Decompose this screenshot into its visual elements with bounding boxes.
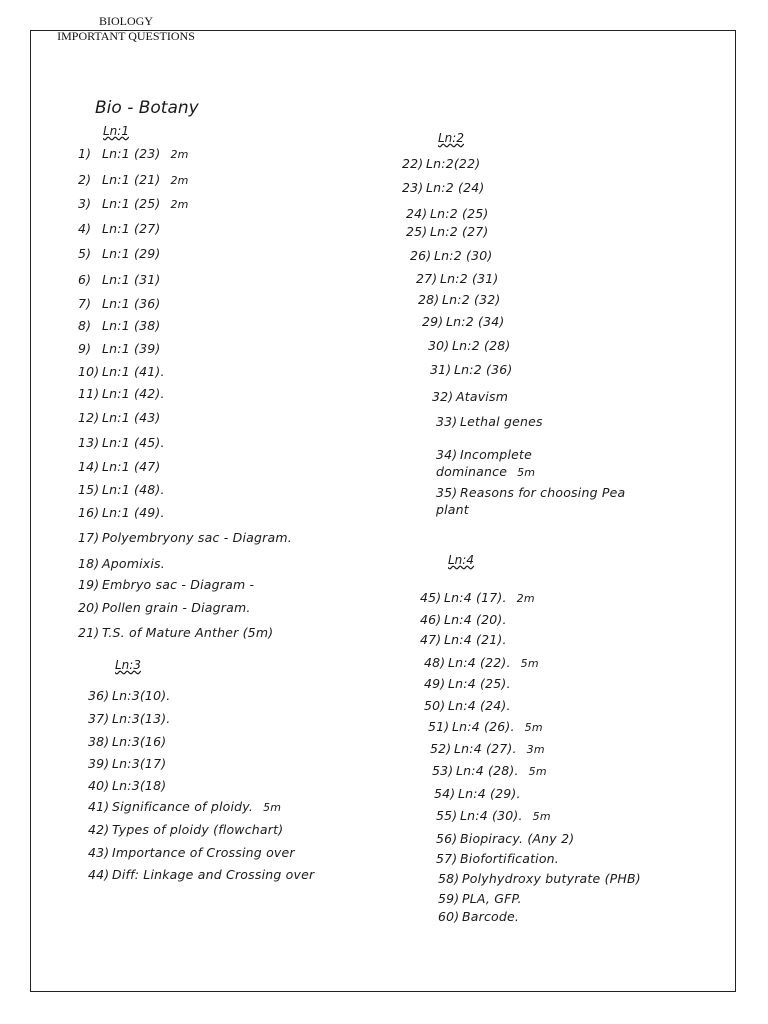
question-item [78,482,165,497]
question-number: 49) [424,676,446,691]
question-text: Ln:2 (30) [434,248,493,263]
question-number: 38) [88,734,110,749]
question-number: 33) [436,414,458,429]
question-number: 10) [78,364,100,379]
question-mark: 5m [517,466,536,479]
question-item [78,386,165,401]
lesson-heading-1: Ln:1 [103,124,129,138]
lesson-heading-2: Ln:2 [438,131,464,145]
question-number: 19) [78,577,100,592]
section-title: Bio - Botany [95,98,199,118]
question-text: Ln:4 (30). [460,808,523,823]
question-number: 60) [438,909,460,924]
question-text: Barcode. [462,909,520,924]
question-number: 47) [420,632,442,647]
question-item [424,676,511,691]
question-text: Ln:2 (31) [440,271,499,286]
question-text: Ln:1 (49). [102,505,165,520]
question-text: Ln:3(10). [112,688,171,703]
question-item [436,808,551,823]
question-number: 23) [402,180,424,195]
question-text: Ln:1 (39) [102,341,161,356]
question-text: PLA, GFP. [462,891,522,906]
question-number: 14) [78,459,100,474]
question-text: Ln:2 (36) [454,362,513,377]
question-text: Biofortification. [460,851,559,866]
question-text: Importance of Crossing over [112,845,295,860]
question-item [78,505,165,520]
question-text: Ln:1 (29) [102,246,161,261]
question-number: 31) [430,362,452,377]
question-item [420,632,507,647]
question-number: 48) [424,655,446,670]
question-item [88,799,281,814]
question-number: 56) [436,831,458,846]
question-number: 25) [406,224,428,239]
question-item [420,612,507,627]
question-text: Ln:2 (25) [430,206,489,221]
question-text: Ln:1 (47) [102,459,161,474]
question-number: 6) [78,272,92,287]
question-item [434,786,521,801]
question-item [428,338,510,353]
question-text: Ln:1 (42). [102,386,165,401]
question-text: Ln:2(22) [426,156,481,171]
question-text: Ln:4 (24). [448,698,511,713]
question-number: 16) [78,505,100,520]
question-number: 17) [78,530,100,545]
question-item [78,341,160,356]
question-item [416,271,498,286]
question-item [78,577,254,592]
question-text: Pollen grain - Diagram. [102,600,251,615]
question-item [88,822,283,837]
question-text: Significance of ploidy. [112,799,254,814]
header-title: IMPORTANT QUESTIONS [57,29,195,43]
question-item [78,296,160,311]
question-number: 29) [422,314,444,329]
question-mark: 5m [524,721,543,734]
question-text: Ln:4 (26). [452,719,515,734]
question-item [424,698,511,713]
question-item [402,156,480,171]
question-text: Ln:1 (45). [102,435,165,450]
question-number: 20) [78,600,100,615]
question-number: 9) [78,341,92,356]
question-text: Reasons for choosing Pea plant [436,485,626,517]
question-text: Ln:4 (25). [448,676,511,691]
question-item [402,180,484,195]
question-item [88,778,166,793]
question-number: 39) [88,756,110,771]
question-item [78,459,160,474]
question-item [78,196,189,211]
question-item [432,389,508,404]
question-item [430,362,512,377]
question-item [436,831,574,846]
question-item [78,146,189,161]
question-number: 22) [402,156,424,171]
question-number: 2) [78,172,92,187]
question-text: Ln:1 (31) [102,272,161,287]
question-item [88,734,166,749]
question-item [438,871,641,886]
question-item [88,756,166,771]
question-text: Ln:1 (27) [102,221,161,236]
question-number: 59) [438,891,460,906]
question-number: 46) [420,612,442,627]
question-mark: 3m [526,743,545,756]
question-number: 30) [428,338,450,353]
question-text: Ln:3(18) [112,778,167,793]
question-mark: 5m [532,810,551,823]
question-number: 35) [436,485,458,500]
question-text: Ln:4 (29). [458,786,521,801]
question-item [78,364,165,379]
question-text: Types of ploidy (flowchart) [112,822,284,837]
question-number: 45) [420,590,442,605]
question-number: 3) [78,196,92,211]
question-item [438,891,522,906]
question-number: 24) [406,206,428,221]
question-text: T.S. of Mature Anther (5m) [102,625,274,640]
question-mark: 2m [516,592,535,605]
question-text: Biopiracy. (Any 2) [460,831,575,846]
question-text: Ln:3(16) [112,734,167,749]
question-item [88,845,295,860]
question-item [438,909,519,924]
question-item [78,556,165,571]
question-number: 15) [78,482,100,497]
question-text: Ln:3(17) [112,756,167,771]
question-number: 18) [78,556,100,571]
question-item [78,172,189,187]
question-text: Ln:1 (38) [102,318,161,333]
question-text: Polyhydroxy butyrate (PHB) [462,871,641,886]
question-number: 43) [88,845,110,860]
question-text: Ln:2 (27) [430,224,489,239]
question-number: 40) [88,778,110,793]
question-number: 11) [78,386,100,401]
question-number: 53) [432,763,454,778]
question-item [78,318,160,333]
question-mark: 2m [170,198,189,211]
question-item [78,530,292,545]
question-number: 41) [88,799,110,814]
question-number: 26) [410,248,432,263]
question-text: Ln:1 (41). [102,364,165,379]
document-header [36,14,216,44]
question-number: 1) [78,146,92,161]
question-number: 7) [78,296,92,311]
question-text: Lethal genes [460,414,543,429]
question-number: 44) [88,867,110,882]
question-number: 50) [424,698,446,713]
question-text: Ln:4 (28). [456,763,519,778]
question-number: 28) [418,292,440,307]
lesson-heading-3: Ln:3 [115,658,141,672]
question-number: 32) [432,389,454,404]
question-item [436,851,559,866]
question-number: 21) [78,625,100,640]
question-item [436,446,626,481]
question-number: 8) [78,318,92,333]
question-text: Incomplete dominance [436,447,532,479]
question-item [88,688,170,703]
question-item [88,867,314,882]
question-item [78,410,160,425]
question-text: Diff: Linkage and Crossing over [112,867,315,882]
question-item [424,655,539,670]
question-text: Ln:4 (22). [448,655,511,670]
question-mark: 2m [170,148,189,161]
question-item [420,590,535,605]
question-number: 34) [436,447,458,462]
question-text: Ln:4 (17). [444,590,507,605]
question-item [418,292,500,307]
question-text: Ln:3(13). [112,711,171,726]
question-item [88,711,170,726]
lesson-heading-4: Ln:4 [448,553,474,567]
question-item [410,248,492,263]
question-item [78,272,160,287]
question-item [436,414,543,429]
question-number: 54) [434,786,456,801]
question-text: Ln:2 (28) [452,338,511,353]
question-number: 4) [78,221,92,236]
question-number: 42) [88,822,110,837]
question-text: Atavism [456,389,509,404]
question-text: Ln:4 (27). [454,741,517,756]
question-text: Embryo sac - Diagram - [102,577,255,592]
question-number: 57) [436,851,458,866]
question-item [432,763,547,778]
question-item [78,600,251,615]
question-text: Ln:2 (24) [426,180,485,195]
question-mark: 5m [528,765,547,778]
question-number: 51) [428,719,450,734]
question-item [78,246,160,261]
question-number: 55) [436,808,458,823]
question-item [422,314,504,329]
question-text: Ln:4 (21). [444,632,507,647]
question-text: Ln:1 (36) [102,296,161,311]
question-text: Ln:1 (25) [102,196,161,211]
question-item [428,719,543,734]
question-text: Ln:1 (23) [102,146,161,161]
question-text: Ln:4 (20). [444,612,507,627]
question-text: Ln:2 (32) [442,292,501,307]
question-number: 37) [88,711,110,726]
question-mark: 5m [520,657,539,670]
question-mark: 5m [263,801,282,814]
question-item [78,625,273,640]
question-number: 5) [78,246,92,261]
question-number: 13) [78,435,100,450]
question-item [406,206,488,221]
question-number: 36) [88,688,110,703]
question-text: Ln:1 (21) [102,172,161,187]
question-text: Ln:1 (48). [102,482,165,497]
question-number: 58) [438,871,460,886]
question-text: Apomixis. [102,556,165,571]
question-text: Ln:2 (34) [446,314,505,329]
header-subject: BIOLOGY [99,14,153,28]
question-number: 12) [78,410,100,425]
question-item [78,435,165,450]
question-number: 52) [430,741,452,756]
question-number: 27) [416,271,438,286]
question-text: Polyembryony sac - Diagram. [102,530,292,545]
question-item [406,224,488,239]
question-mark: 2m [170,174,189,187]
question-item [78,221,160,236]
question-text: Ln:1 (43) [102,410,161,425]
question-item [436,484,626,518]
question-item [430,741,545,756]
